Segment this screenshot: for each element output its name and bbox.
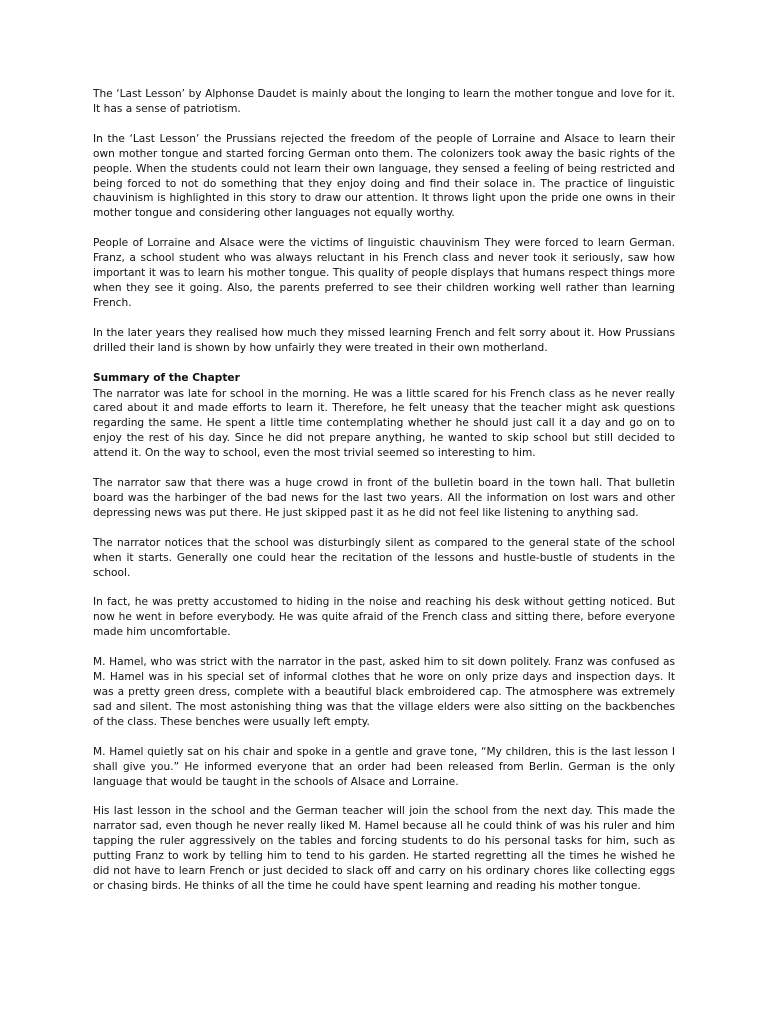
summary-paragraph-1: The narrator was late for school in the morning. He was a little scared for his French class as he never really cared about it and made efforts to learn it. Therefore, he felt uneasy that the teacher might ask questions regarding the same. He spent a little time contemplating whether he should just call it a day and go on to enjoy the rest of his day. Since he did not prepare anything, he wanted to skip school but still decided to attend it. On the way to school, even the most trivial seemed so interesting to him. [93, 387, 675, 460]
summary-paragraph-2: The narrator saw that there was a huge crowd in front of the bulletin board in the town hall. That bulletin board was the harbinger of the bad news for the last two years. All the information on lost wars and other depressing news was put there. He just skipped past it as he did not feel like listening to anything sad. [93, 477, 675, 519]
intro-paragraph-1: The ‘Last Lesson’ by Alphonse Daudet is mainly about the longing to learn the mother tongue and love for it. It has a sense of patriotism. [93, 88, 675, 115]
summary-paragraph-5: M. Hamel, who was strict with the narrator in the past, asked him to sit down politely. Franz was confused as M. Hamel was in his special set of informal clothes that he wore on only prize days and inspection days. It was a pretty green dress, complete with a beautiful black embroidered cap. The atmosphere was extremely sad and silent. The most astonishing thing was that the village elders were also sitting on the backbenches of the class. These benches were usually left empty. [93, 656, 675, 728]
intro-paragraph-4: In the later years they realised how much they missed learning French and felt sorry about it. How Prussians drilled their land is shown by how unfairly they were treated in their own motherland. [93, 326, 675, 354]
intro-paragraph-2: In the ‘Last Lesson’ the Prussians rejected the freedom of the people of Lorraine and Alsace to learn their own mother tongue and started forcing German onto them. The colonizers took away the basic rights of the people. When the students could not learn their own language, they sensed a feeling of being restricted and being forced to not do something that they enjoy doing and find their solace in. The practice of linguistic chauvinism is highlighted in this story to draw our attention. It throws light upon the pride one owns in their mother tongue and considering other languages not equally worthy. [93, 132, 675, 220]
summary-paragraph-4: In fact, he was pretty accustomed to hiding in the noise and reaching his desk without getting noticed. But now he went in before everybody. He was quite afraid of the French class and sitting there, before everyone made him uncomfortable. [93, 596, 675, 639]
summary-paragraph-3: The narrator notices that the school was disturbingly silent as compared to the general state of the school when it starts. Generally one could hear the recitation of the lessons and hustle-bustle of students in the school. [93, 536, 675, 579]
intro-paragraph-3: People of Lorraine and Alsace were the victims of linguistic chauvinism They were forced to learn German. Franz, a school student who was always reluctant in his French class and never took it seriously, saw how important it was to learn his mother tongue. This quality of people displays that humans respect things more when they see it going. Also, the parents preferred to see their children working well rather than learning French. [93, 237, 675, 309]
summary-heading: Summary of the Chapter [93, 371, 240, 384]
document-page [93, 87, 675, 909]
summary-paragraph-7: His last lesson in the school and the German teacher will join the school from the next day. This made the narrator sad, even though he never really liked M. Hamel because all he could think of was his ruler and him tapping the ruler aggressively on the tables and forcing students to do his personal tasks for him, such as putting Franz to work by telling him to tend to his garden. He started regretting all the times he wished he did not have to learn French or just decided to slack off and carry on his ordinary chores like collecting eggs or chasing birds. He thinks of all the time he could have spent learning and reading his mother tongue. [93, 805, 675, 892]
summary-paragraph-6: M. Hamel quietly sat on his chair and spoke in a gentle and grave tone, “My children, this is the last lesson I shall give you.” He informed everyone that an order had been released from Berlin. German is the only language that would be taught in the schools of Alsace and Lorraine. [93, 745, 675, 788]
